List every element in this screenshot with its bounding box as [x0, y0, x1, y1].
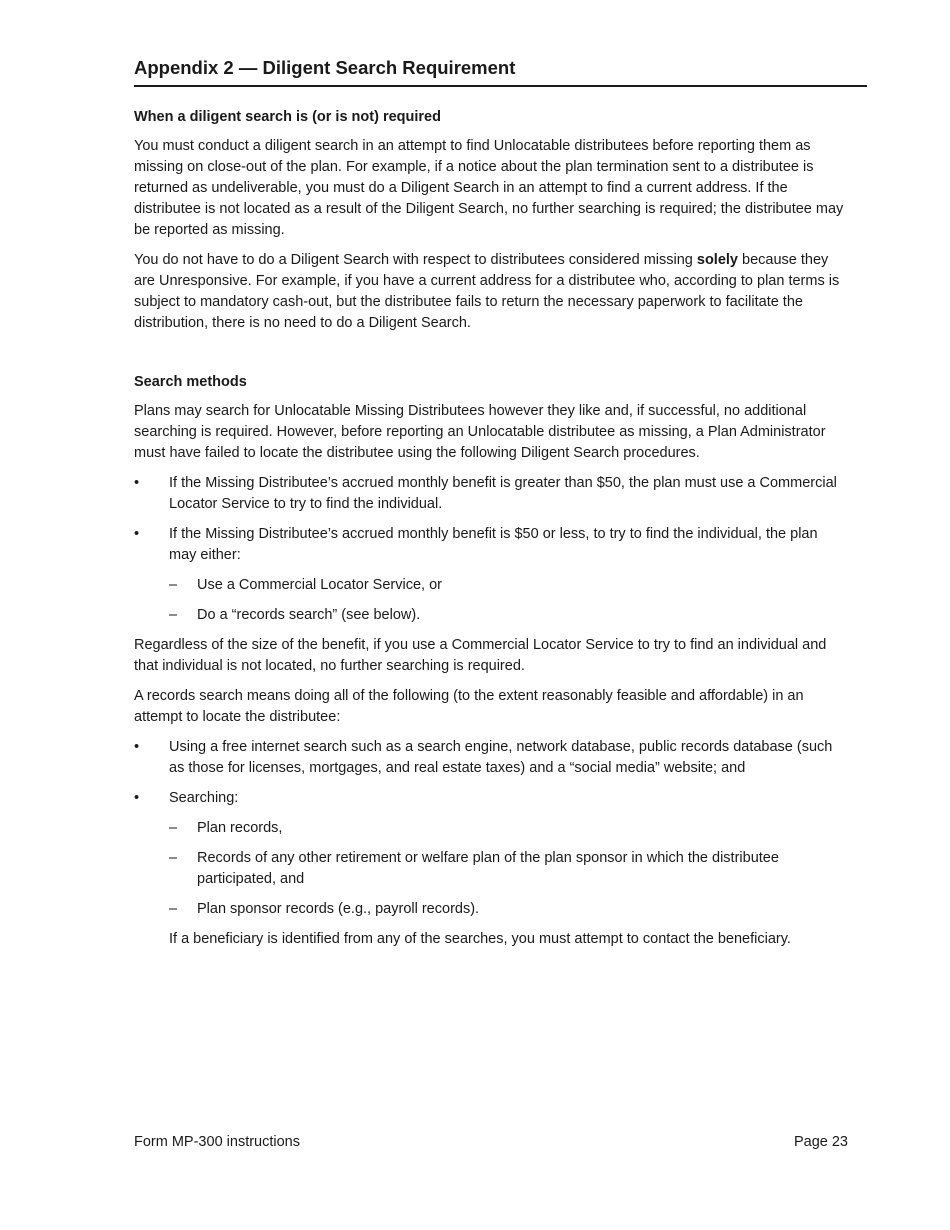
sub-list-item-text: Do a “records search” (see below). [197, 607, 421, 623]
list-item [134, 737, 848, 779]
paragraph-unresponsive [134, 250, 848, 334]
section-heading-diligent-search-required: When a diligent search is (or is not) required [134, 109, 441, 125]
page-title: Appendix 2 — Diligent Search Requirement [134, 56, 867, 87]
paragraph: You must conduct a diligent search in an attempt to find Unlocatable distributees before reporting them as missing on close-out of the plan. For example, if a notice about the plan termination sent to a distributee is returned as undeliverable, you must do a Diligent Search in an attempt to find a current address. If the distributee is not located as a result of the Diligent Search, no further searching is required; the distributee may be reported as missing. [134, 138, 844, 238]
paragraph: A records search means doing all of the following (to the extent reasonably feasible and affordable) in an attempt to locate the distributee: [134, 688, 804, 725]
sub-list-item-text: Plan records, [197, 820, 283, 836]
bullet-mark: • [134, 475, 140, 491]
footer-page-number: Page 23 [793, 1134, 848, 1150]
bullet-mark: • [134, 790, 140, 806]
list-item [134, 524, 848, 566]
dash-mark: – [169, 607, 178, 623]
sub-list-item [134, 848, 848, 890]
sub-list-item [134, 575, 848, 596]
sub-list-item [134, 899, 848, 920]
paragraph: Plans may search for Unlocatable Missing Distributees however they like and, if successful, no additional searching is required. However, before reporting an Unlocatable distributee as missing, a Plan Administrator must have failed to locate the distributee using the following Diligent Search procedures. [134, 403, 826, 461]
footer-form-name: Form MP-300 instructions [134, 1134, 300, 1150]
paragraph: Regardless of the size of the benefit, if you use a Commercial Locator Service to try to find an individual and that individual is not located, no further searching is required. [134, 637, 827, 674]
sub-list-item [134, 818, 848, 839]
list-item-text: If the Missing Distributee’s accrued monthly benefit is $50 or less, to try to find the individual, the plan may either: [169, 526, 818, 563]
dash-mark: – [169, 820, 178, 836]
list-item [134, 473, 848, 515]
sub-list-item-text: Plan sponsor records (e.g., payroll records). [197, 901, 480, 917]
bold-text: solely [696, 252, 738, 268]
sub-list-item-text: Use a Commercial Locator Service, or [197, 577, 442, 593]
bullet-mark: • [134, 526, 140, 542]
list-item [134, 788, 848, 809]
list-item-text: Using a free internet search such as a search engine, network database, public records database (such as those for licenses, mortgages, and real estate taxes) and a “social media” website; and [169, 739, 833, 776]
list-item-text: If the Missing Distributee’s accrued monthly benefit is greater than $50, the plan must use a Commercial Locator Service to try to find the individual. [169, 475, 837, 512]
sub-list-item [134, 605, 848, 626]
indented-paragraph: If a beneficiary is identified from any of the searches, you must attempt to contact the beneficiary. [169, 931, 791, 947]
text-run: because they are Unresponsive. For example, if you have a current address for a distributee who, according to plan terms is subject to mandatory cash-out, but the distributee fails to return the necessary paperwork to facilitate the distribution, there is no need to do a Diligent Search. [134, 252, 840, 331]
page-content [134, 56, 848, 950]
dash-mark: – [169, 577, 178, 593]
section-heading-search-methods: Search methods [134, 374, 247, 390]
dash-mark: – [169, 901, 178, 917]
list-item-text: Searching: [169, 790, 239, 806]
dash-mark: – [169, 850, 178, 866]
sub-list-item-text: Records of any other retirement or welfare plan of the plan sponsor in which the distributee participated, and [197, 850, 779, 887]
text-run: You do not have to do a Diligent Search with respect to distributees considered missing [134, 252, 697, 268]
bullet-mark: • [134, 739, 140, 755]
